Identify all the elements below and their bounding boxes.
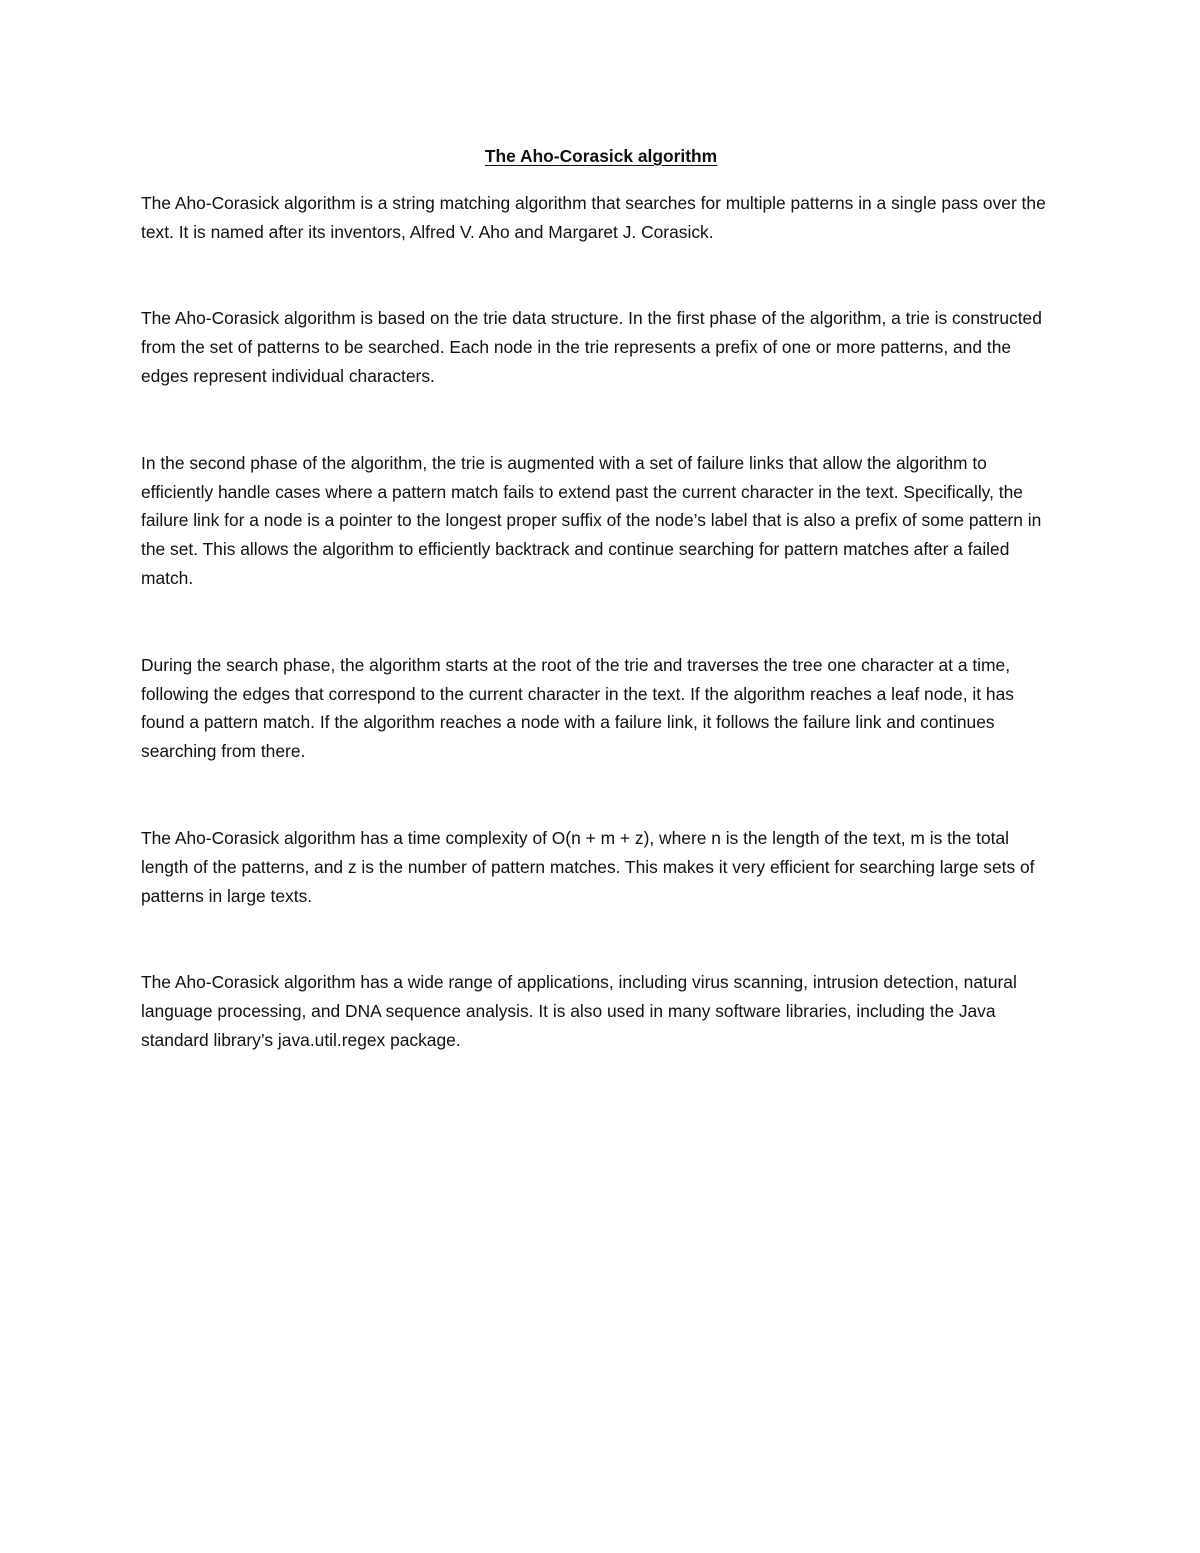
paragraph-failure-links: In the second phase of the algorithm, the trie is augmented with a set of failure links that allow the algorithm to efficiently handle cases where a pattern match fails to extend past the current character in the text. Specifically, the failure link for a node is a pointer to the longest proper suffix of the node’s label that is also a prefix of some pattern in the set. This allows the algorithm to efficiently backtrack and continue searching for pattern matches after a failed match.: [141, 452, 1042, 588]
paragraph-introduction: The Aho-Corasick algorithm is a string matching algorithm that searches for multiple patterns in a single pass over the text. It is named after its inventors, Alfred V. Aho and Margaret J. Corasick.: [141, 192, 1046, 242]
document-body: [141, 142, 1061, 1055]
paragraph-trie-construction: The Aho-Corasick algorithm is based on the trie data structure. In the first phase of the algorithm, a trie is constructed from the set of patterns to be searched. Each node in the trie represents a prefix of one or more patterns, and the edges represent individual characters.: [141, 308, 1042, 386]
paragraph-search-phase: During the search phase, the algorithm starts at the root of the trie and traverses the tree one character at a time, following the edges that correspond to the current character in the text. If the algorithm reaches a leaf node, it has found a pattern match. If the algorithm reaches a node with a failure link, it follows the failure link and continues searching from there.: [141, 654, 1014, 762]
paragraph-time-complexity: The Aho-Corasick algorithm has a time complexity of O(n + m + z), where n is the length of the text, m is the total length of the patterns, and z is the number of pattern matches. This makes it very efficient for searching large sets of patterns in large texts.: [141, 827, 1035, 906]
document-title: The Aho-Corasick algorithm: [484, 146, 718, 166]
paragraph-applications: The Aho-Corasick algorithm has a wide range of applications, including virus scanning, intrusion detection, natural language processing, and DNA sequence analysis. It is also used in many software libraries, including the Java standard library’s java.util.regex package.: [141, 972, 1017, 1050]
